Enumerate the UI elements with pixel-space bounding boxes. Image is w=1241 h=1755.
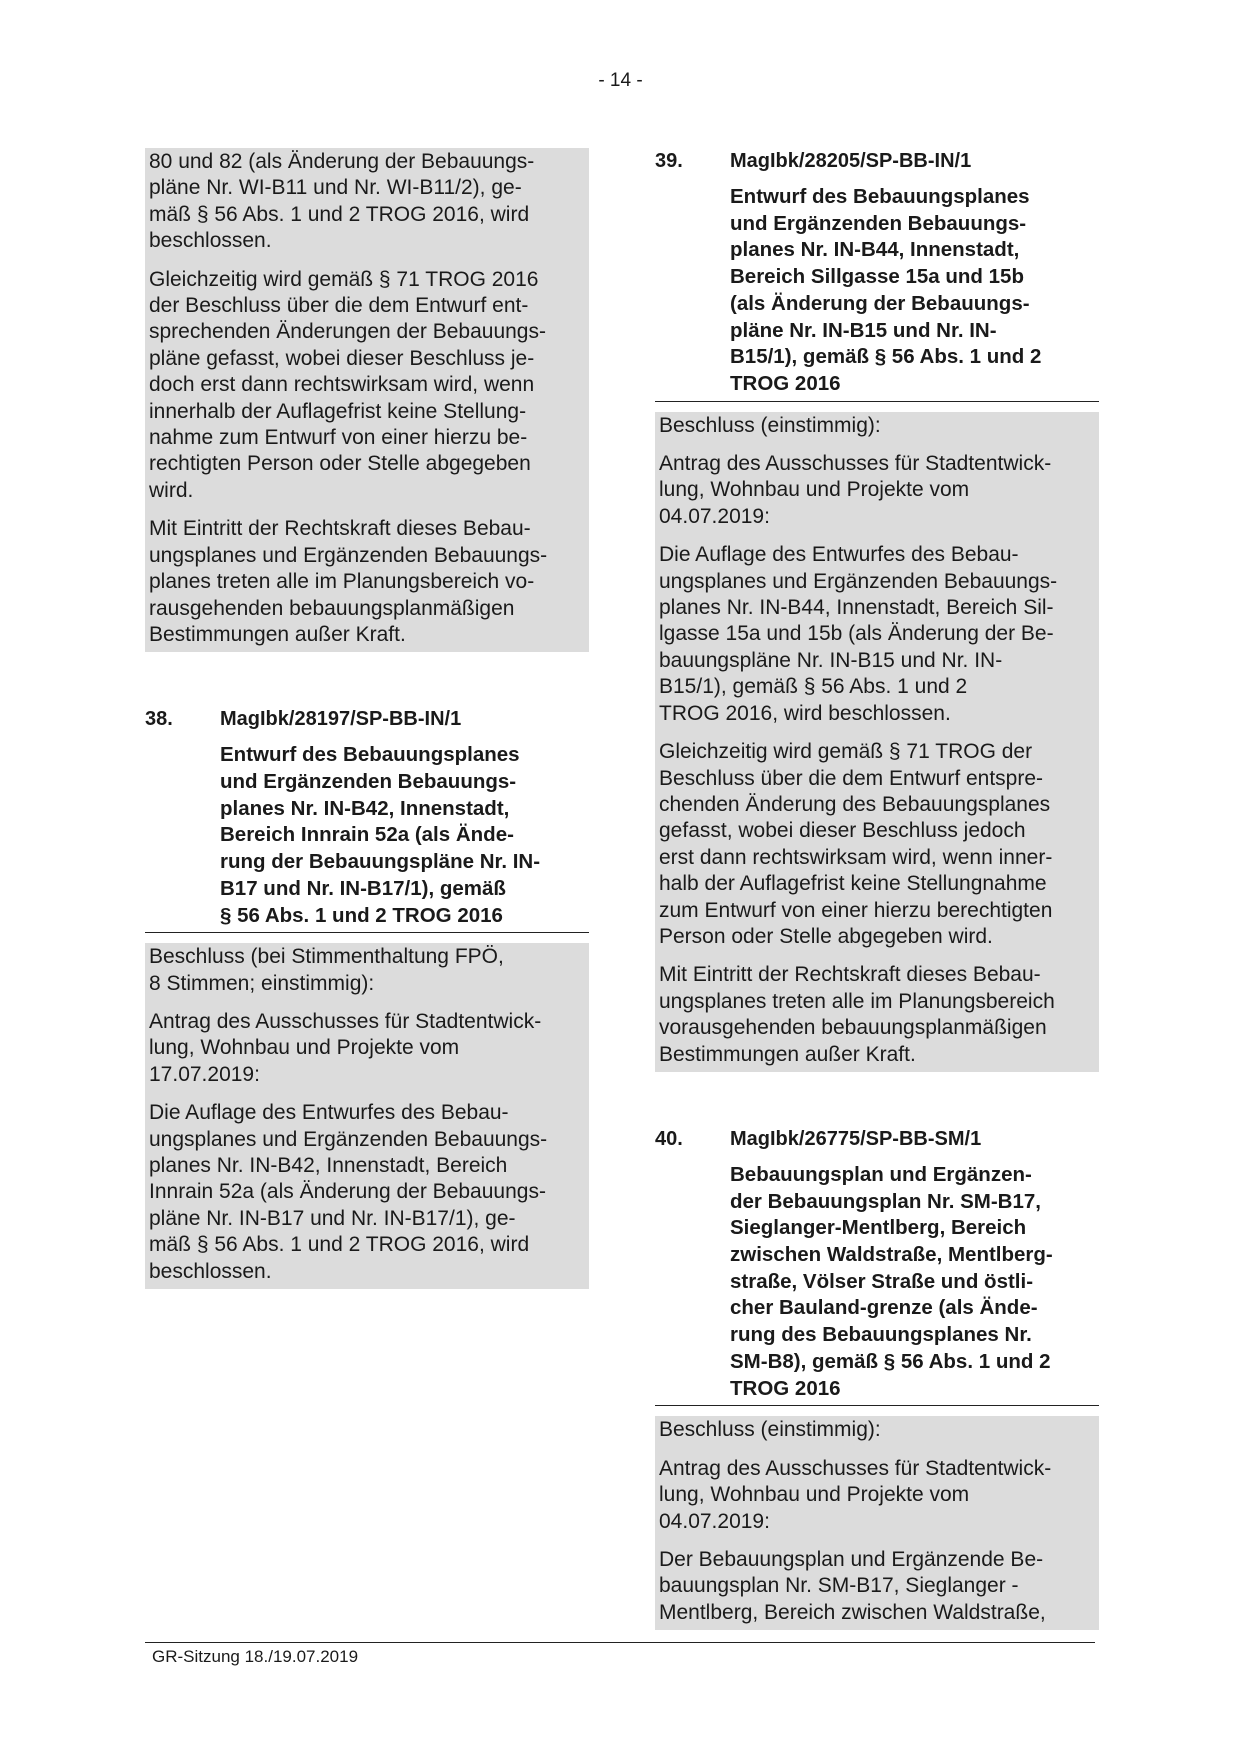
item-38-number: 38. <box>145 708 173 731</box>
item-39-paragraph: Beschluss (einstimmig): <box>659 413 881 437</box>
item-39-title: Entwurf des Bebauungsplanes und Ergänzenden Bebauungs- planes Nr. IN-B44, Innenstadt, Bereich Sillgasse 15a und 15b (als Änderung der Bebauungs- pläne Nr. IN-B15 und Nr. IN- B15/1), gemäß § 56 Abs. 1 und 2 TROG 2016 <box>730 185 1042 395</box>
item-39-body <box>655 412 1099 1072</box>
item-38-body <box>145 943 589 1289</box>
page-number: - 14 - <box>598 70 643 91</box>
item-39-rule <box>655 401 1099 402</box>
item-40-paragraph: Der Bebauungsplan und Ergänzende Be- bauungsplan Nr. SM-B17, Sieglanger - Mentlberg, Bereich zwischen Waldstraße, <box>659 1547 1046 1624</box>
item-40-title: Bebauungsplan und Ergänzen- der Bebauungsplan Nr. SM-B17, Sieglanger-Mentlberg, Bereich zwischen Waldstraße, Mentlberg- straße, Völser Straße und östli- cher Bauland-grenze (als Ände- rung des Bebauungsplanes Nr. SM-B8), gemäß § 56 Abs. 1 und 2 TROG 2016 <box>730 1162 1053 1400</box>
continuation-paragraph: 80 und 82 (als Änderung der Bebauungs- pläne Nr. WI-B11 und Nr. WI-B11/2), ge- mäß § 56 Abs. 1 und 2 TROG 2016, wird beschlossen. <box>149 150 535 253</box>
item-40-paragraph: Beschluss (einstimmig): <box>659 1418 881 1442</box>
item-39-heading <box>655 148 1099 398</box>
right-column <box>655 148 1099 1630</box>
continuation-paragraph: Gleichzeitig wird gemäß § 71 TROG 2016 der Beschluss über die dem Entwurf ent- sprechenden Änderungen der Bebauungs- pläne gefasst, wobei dieser Beschluss je- doch erst dann rechtswirksam wird, wenn innerhalb der Auflagefrist keine Stellung- nahme zum Entwurf von einer hierzu be- rechtigten Person oder Stelle abgegeben wird. <box>149 267 546 502</box>
item-40-number: 40. <box>655 1127 683 1150</box>
item-39-number: 39. <box>655 150 683 172</box>
item-39-ref: MagIbk/28205/SP-BB-IN/1 <box>730 150 972 172</box>
item-38-title: Entwurf des Bebauungsplanes und Ergänzenden Bebauungs- planes Nr. IN-B42, Innenstadt, Bereich Innrain 52a (als Ände- rung der Bebauungspläne Nr. IN- B17 und Nr. IN-B17/1), gemäß § 56 Abs. 1 und 2 TROG 2016 <box>220 743 541 927</box>
item-40-ref: MagIbk/26775/SP-BB-SM/1 <box>730 1127 982 1150</box>
item-40-heading <box>655 1126 1099 1402</box>
item-39-paragraph: Antrag des Ausschusses für Stadtentwick- lung, Wohnbau und Projekte vom 04.07.2019: <box>659 452 1052 528</box>
item-38-paragraph: Antrag des Ausschusses für Stadtentwick- lung, Wohnbau und Projekte vom 17.07.2019: <box>149 1010 542 1086</box>
item-39-paragraph: Die Auflage des Entwurfes des Bebau- ungsplanes und Ergänzenden Bebauungs- planes Nr. IN-B44, Innenstadt, Bereich Sil- lgasse 15a und 15b (als Änderung der Be- bauungspläne Nr. IN-B15 und Nr. IN- B15/1), gemäß § 56 Abs. 1 und 2 TROG 2016, wird beschlossen. <box>659 543 1058 725</box>
continuation-paragraph: Mit Eintritt der Rechtskraft dieses Bebau- ungsplanes und Ergänzenden Bebauungs- planes treten alle im Planungsbereich vo- rausgehenden bebauungsplanmäßigen Bestimmungen außer Kraft. <box>149 517 548 646</box>
item-39-paragraph: Gleichzeitig wird gemäß § 71 TROG der Beschluss über die dem Entwurf entspre- chenden Änderung des Bebauungsplanes gefasst, wobei dieser Beschluss jedoch erst dann rechtswirksam wird, wenn inner- halb der Auflagefrist keine Stellungnahme zum Entwurf von einer hierzu berechtigten Person oder Stelle abgegeben wird. <box>659 740 1053 948</box>
item-40-rule <box>655 1405 1099 1406</box>
footer-text: GR-Sitzung 18./19.07.2019 <box>152 1647 359 1666</box>
footer-rule <box>145 1642 1095 1643</box>
item-40-paragraph: Antrag des Ausschusses für Stadtentwick- lung, Wohnbau und Projekte vom 04.07.2019: <box>659 1456 1052 1533</box>
item-38-ref: MagIbk/28197/SP-BB-IN/1 <box>220 708 462 731</box>
item-38-paragraph: Beschluss (bei Stimmenthaltung FPÖ, 8 Stimmen; einstimmig): <box>149 945 504 995</box>
item-38-heading <box>145 706 589 929</box>
continuation-block <box>145 148 589 652</box>
item-40-body <box>655 1416 1099 1630</box>
item-38-rule <box>145 932 589 933</box>
left-column <box>145 148 589 1289</box>
item-39-paragraph: Mit Eintritt der Rechtskraft dieses Bebau- ungsplanes treten alle im Planungsbereich vorausgehenden bebauungsplanmäßigen Bestimmungen außer Kraft. <box>659 963 1055 1066</box>
item-38-paragraph: Die Auflage des Entwurfes des Bebau- ungsplanes und Ergänzenden Bebauungs- planes Nr. IN-B42, Innenstadt, Bereich Innrain 52a (als Änderung der Bebauungs- pläne Nr. IN-B17 und Nr. IN-B17/1), ge- mäß § 56 Abs. 1 und 2 TROG 2016, wird beschlossen. <box>149 1101 548 1283</box>
